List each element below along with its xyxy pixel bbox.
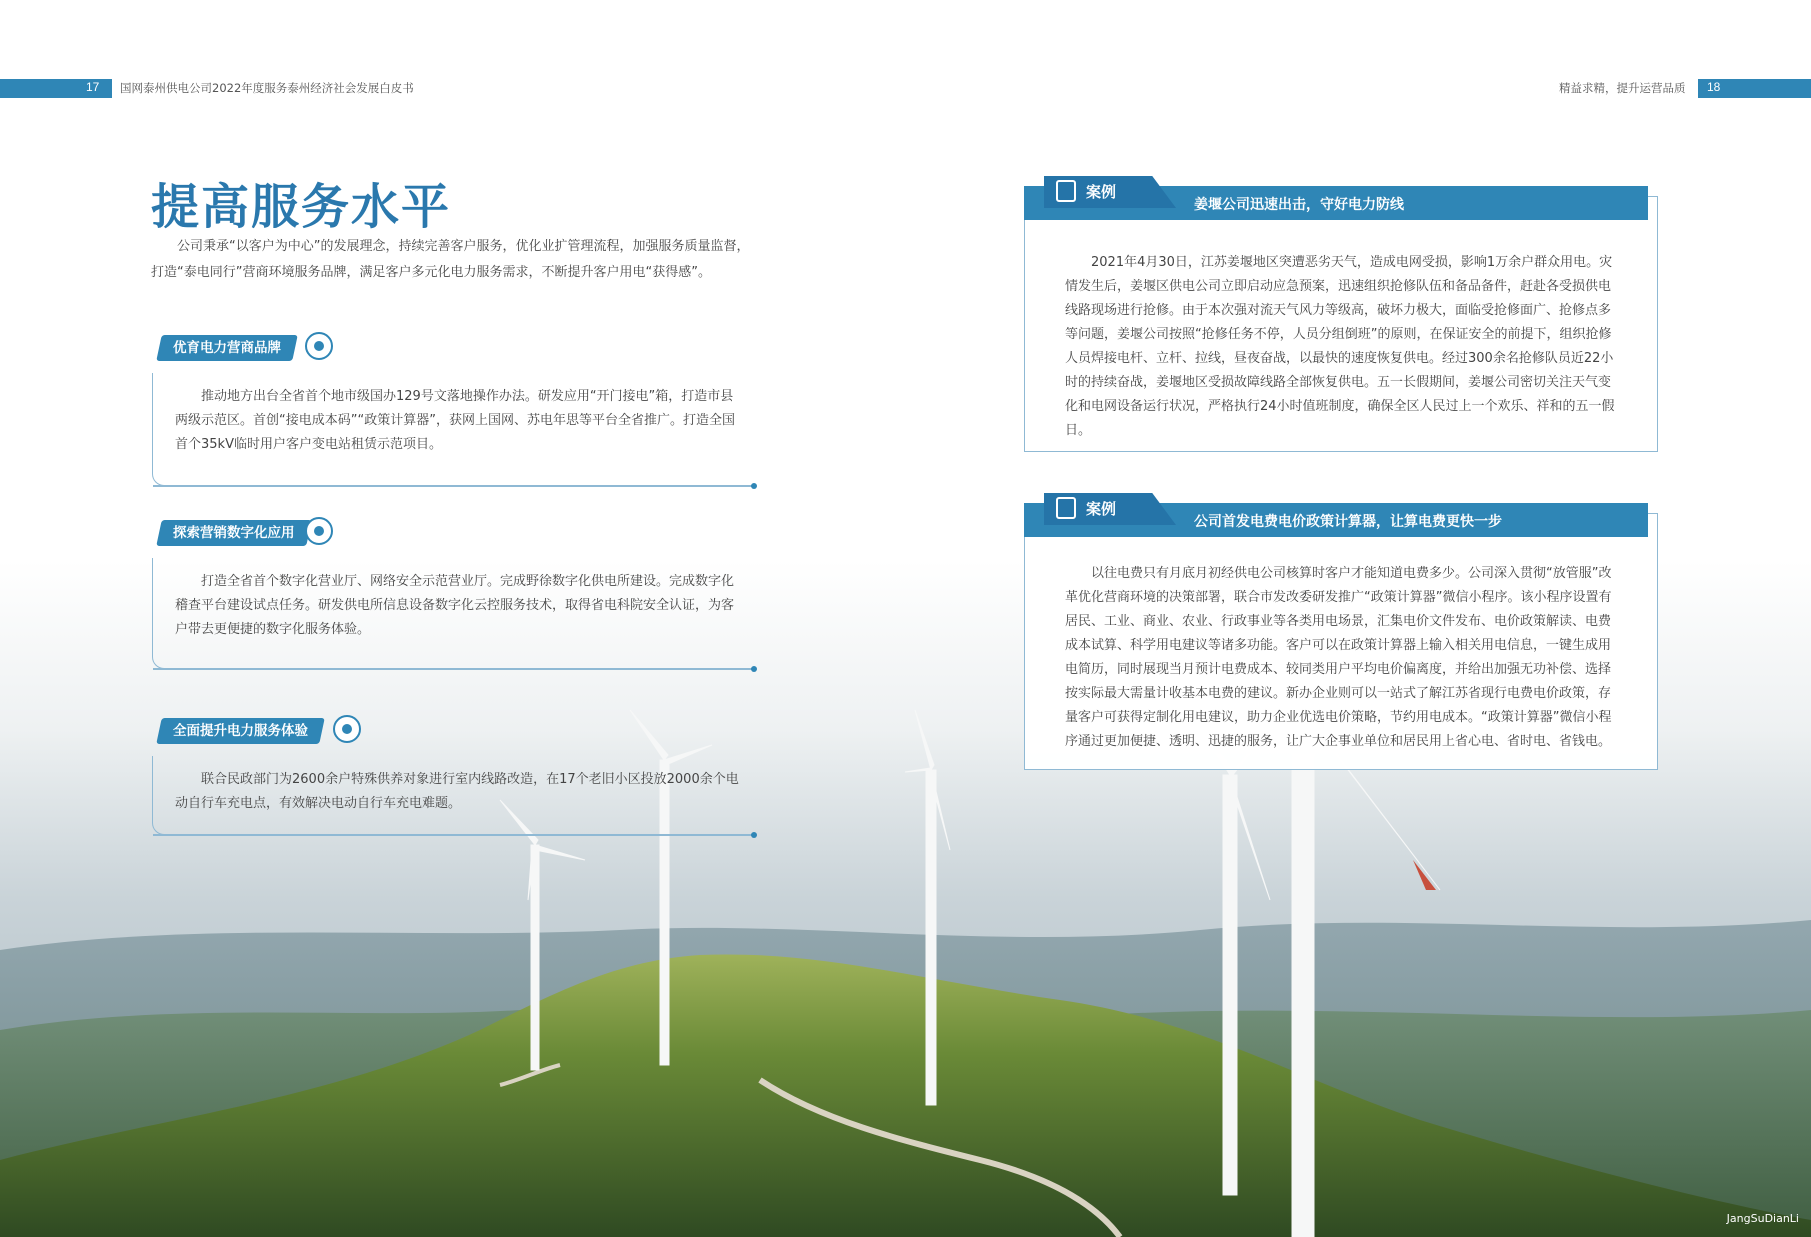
intro-paragraph: 公司秉承“以客户为中心”的发展理念，持续完善客户服务，优化业扩管理流程，加强服务质量监督，打造“泰电同行”营商环境服务品牌，满足客户多元化电力服务需求，不断提升客户用电“获得感”。 xyxy=(151,239,750,280)
divider xyxy=(153,485,753,487)
section-card-experience xyxy=(152,723,753,835)
divider xyxy=(153,834,753,836)
divider-dot-icon xyxy=(751,666,757,672)
case-title: 姜堰公司迅速出击，守好电力防线 xyxy=(1194,197,1404,213)
divider-dot-icon xyxy=(751,832,757,838)
case-box-calculator xyxy=(1024,500,1658,770)
case-tab-label: 案例 xyxy=(1086,183,1117,201)
section-tag: 探索营销数字化应用 xyxy=(156,520,311,546)
case-body: 以往电费只有月底月初经供电公司核算时客户才能知道电费多少。公司深入贯彻“放管服”改革优化营商环境的决策部署，联合市发改委研发推广“政策计算器”微信小程序。该小程序设置有居民、工业、商业、农业、行政事业等各类用电场景，汇集电价文件发布、电价政策解读、电费成本试算、科学用电建议等诸多功能。客户可以在政策计算器上输入相关用电信息，一键生成用电简历，同时展现当月预计电费成本、较同类用户平均电价偏离度，并给出加强无功补偿、选择按实际最大需量计收基本电费的建议。新办企业则可以一站式了解江苏省现行电费电价政策，存量客户可获得定制化用电建议，助力企业优选电价策略，节约用电成本。“政策计算器”微信小程序通过更加便捷、透明、迅捷的服务，让广大企事业单位和居民用上省心电、省时电、省钱电。 xyxy=(1065,566,1612,749)
page-title: 提高服务水平 xyxy=(151,179,452,235)
case-tab-label: 案例 xyxy=(1086,500,1117,518)
section-tag: 全面提升电力服务体验 xyxy=(156,718,325,744)
section-badge-icon xyxy=(333,715,361,743)
divider-dot-icon xyxy=(751,483,757,489)
right-page-number: 18 xyxy=(1707,80,1721,94)
section-body: 推动地方出台全省首个地市级国办129号文落地操作办法。研发应用“开门接电”箱，打造市县两级示范区。首创“接电成本码”“政策计算器”，获网上国网、苏电年思等平台全省推广。打造全国首个35kV临时用户客户变电站租赁示范项目。 xyxy=(175,389,735,452)
right-running-title: 精益求精，提升运营品质 xyxy=(1559,81,1686,95)
section-badge-icon xyxy=(305,517,333,545)
section-card-digital xyxy=(152,525,753,669)
section-badge-icon xyxy=(305,332,333,360)
left-page-number: 17 xyxy=(86,80,100,94)
case-body: 2021年4月30日，江苏姜堰地区突遭恶劣天气，造成电网受损，影响1万余户群众用电。灾情发生后，姜堰区供电公司立即启动应急预案，迅速组织抢修队伍和备品备件，赶赴各受损供电线路现场进行抢修。由于本次强对流天气风力等级高，破坏力极大，面临受抢修面广、抢修点多等问题，姜堰公司按照“抢修任务不停，人员分组倒班”的原则，在保证安全的前提下，组织抢修人员焊接电杆、立杆、拉线，昼夜奋战，以最快的速度恢复供电。经过300余名抢修队员近22小时的持续奋战，姜堰地区受损故障线路全部恢复供电。五一长假期间，姜堰公司密切关注天气变化和电网设备运行状况，严格执行24小时值班制度，确保全区人民过上一个欢乐、祥和的五一假日。 xyxy=(1065,255,1615,438)
section-body: 打造全省首个数字化营业厅、网络安全示范营业厅。完成野徐数字化供电所建设。完成数字化稽查平台建设试点任务。研发供电所信息设备数字化云控服务技术，取得省电科院安全认证，为客户带去更便捷的数字化服务体验。 xyxy=(175,574,735,637)
case-header xyxy=(1024,183,1648,220)
document-icon xyxy=(1056,497,1076,519)
section-tag: 优育电力营商品牌 xyxy=(156,335,298,361)
case-header xyxy=(1024,500,1648,537)
case-box-jiangyan xyxy=(1024,183,1658,452)
section-card-brand xyxy=(152,340,753,486)
watermark: JangSuDianLi xyxy=(1726,1212,1799,1225)
divider xyxy=(153,668,753,670)
case-title: 公司首发电费电价政策计算器，让算电费更快一步 xyxy=(1194,514,1502,530)
section-body: 联合民政部门为2600余户特殊供养对象进行室内线路改造，在17个老旧小区投放2000余个电动自行车充电点，有效解决电动自行车充电难题。 xyxy=(175,772,739,811)
left-running-title: 国网泰州供电公司2022年度服务泰州经济社会发展白皮书 xyxy=(120,81,414,95)
document-icon xyxy=(1056,180,1076,202)
